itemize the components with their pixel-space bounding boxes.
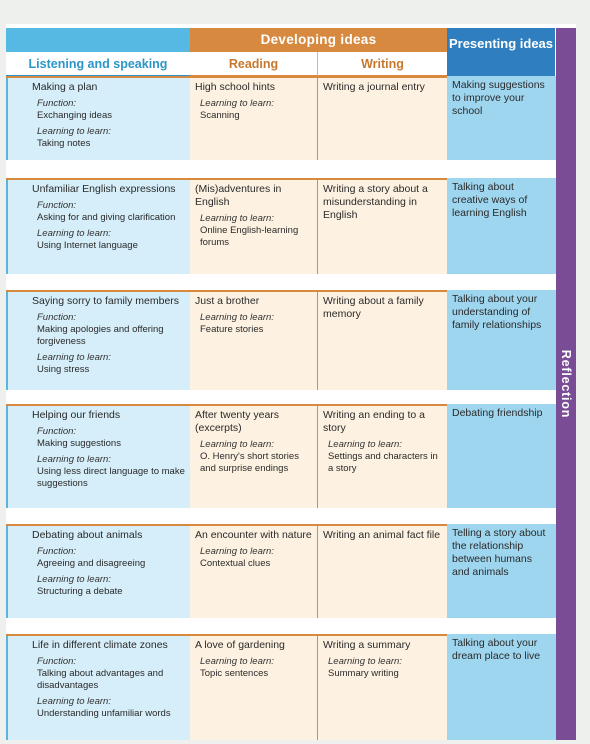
function-value: Making suggestions <box>37 438 121 449</box>
listening-cell <box>6 636 190 740</box>
learning-label: Learning to learn: <box>200 98 274 109</box>
learning-label: Learning to learn: <box>200 213 274 224</box>
listening-cell <box>6 292 190 390</box>
unit-row <box>6 178 556 274</box>
learning-value: Online English-learning forums <box>200 225 299 248</box>
presenting-cell <box>447 290 556 390</box>
reading-cell <box>190 180 318 274</box>
reading-cell <box>190 636 318 740</box>
writing-title: Writing about a family memory <box>323 295 424 320</box>
writing-title: Writing an animal fact file <box>323 529 441 541</box>
learning-value: Using stress <box>37 364 90 375</box>
learning-label: Learning to learn: <box>37 454 111 465</box>
learning-label: Learning to learn: <box>37 352 111 363</box>
learning-label: Learning to learn: <box>200 439 274 450</box>
function-label: Function: <box>37 200 77 211</box>
function-label: Function: <box>37 656 77 667</box>
unit-row <box>6 404 556 508</box>
reading-cell <box>190 292 318 390</box>
presenting-ideas-header: Presenting ideas <box>447 28 555 76</box>
presenting-task: Telling a story about the relationship between humans and animals <box>452 527 546 578</box>
writing-header: Writing <box>318 52 447 76</box>
presenting-cell <box>447 76 556 160</box>
presenting-task: Debating friendship <box>452 407 543 419</box>
learning-value: Understanding unfamiliar words <box>37 708 171 719</box>
function-value: Exchanging ideas <box>37 110 112 121</box>
learning-value: Structuring a debate <box>37 586 123 597</box>
unit-row <box>6 76 556 160</box>
writing-title: Writing a story about a misunderstanding in English <box>323 183 428 221</box>
learning-label: Learning to learn: <box>37 126 111 137</box>
learning-label: Learning to learn: <box>37 696 111 707</box>
presenting-task: Talking about your dream place to live <box>452 637 541 662</box>
reading-cell <box>190 406 318 508</box>
writing-cell <box>318 292 447 390</box>
learning-value: Settings and characters in a story <box>328 451 438 474</box>
learning-label: Learning to learn: <box>37 228 111 239</box>
listening-cell <box>6 526 190 618</box>
writing-cell <box>318 180 447 274</box>
unit-row <box>6 290 556 390</box>
writing-title: Writing an ending to a story <box>323 409 425 434</box>
reading-header: Reading <box>190 52 318 76</box>
learning-value: Using Internet language <box>37 240 138 251</box>
learning-value: Contextual clues <box>200 558 271 569</box>
writing-cell <box>318 406 447 508</box>
function-value: Agreeing and disagreeing <box>37 558 146 569</box>
writing-title: Writing a journal entry <box>323 81 425 93</box>
function-label: Function: <box>37 312 77 323</box>
learning-label: Learning to learn: <box>37 574 111 585</box>
writing-title: Writing a summary <box>323 639 411 651</box>
learning-value: Feature stories <box>200 324 264 335</box>
learning-value: O. Henry's short stories and surprise endings <box>200 451 299 474</box>
learning-label: Learning to learn: <box>200 546 274 557</box>
function-value: Talking about advantages and disadvantages <box>37 668 164 691</box>
learning-value: Taking notes <box>37 138 91 149</box>
listening-theme: Helping our friends <box>32 409 121 421</box>
reading-title: A love of gardening <box>195 639 285 651</box>
presenting-cell <box>447 178 556 274</box>
presenting-task: Making suggestions to improve your school <box>452 79 545 117</box>
learning-value: Using less direct language to make suggestions <box>37 466 185 489</box>
developing-ideas-header: Developing ideas <box>190 28 447 52</box>
reading-title: An encounter with nature <box>195 529 312 541</box>
listening-theme: Making a plan <box>32 81 98 93</box>
writing-cell <box>318 78 447 160</box>
listening-theme: Saying sorry to family members <box>32 295 180 307</box>
listening-header-band <box>6 28 190 52</box>
function-label: Function: <box>37 426 77 437</box>
presenting-task: Talking about creative ways of learning English <box>452 181 528 219</box>
listening-theme: Unfamiliar English expressions <box>32 183 176 195</box>
reading-title: Just a brother <box>195 295 260 307</box>
listening-speaking-header: Listening and speaking <box>6 52 190 76</box>
listening-theme: Debating about animals <box>32 529 143 541</box>
function-value: Making apologies and offering forgiveness <box>37 324 164 347</box>
listening-cell <box>6 78 190 160</box>
reflection-label: Reflection <box>559 349 573 419</box>
learning-label: Learning to learn: <box>328 656 402 667</box>
writing-cell <box>318 636 447 740</box>
presenting-cell <box>447 634 556 740</box>
function-value: Asking for and giving clarification <box>37 212 176 223</box>
learning-value: Scanning <box>200 110 240 121</box>
learning-value: Summary writing <box>328 668 399 679</box>
function-label: Function: <box>37 546 77 557</box>
reading-title: After twenty years (excerpts) <box>195 409 280 434</box>
learning-value: Topic sentences <box>200 668 269 679</box>
unit-row <box>6 634 556 740</box>
presenting-task: Talking about your understanding of family relationships <box>452 293 542 331</box>
reading-title: (Mis)adventures in English <box>195 183 282 208</box>
reading-cell <box>190 526 318 618</box>
learning-label: Learning to learn: <box>200 312 274 323</box>
presenting-cell <box>447 524 556 618</box>
listening-theme: Life in different climate zones <box>32 639 168 651</box>
function-label: Function: <box>37 98 77 109</box>
listening-cell <box>6 180 190 274</box>
presenting-cell <box>447 404 556 508</box>
reading-cell <box>190 78 318 160</box>
learning-label: Learning to learn: <box>200 656 274 667</box>
listening-cell <box>6 406 190 508</box>
learning-label: Learning to learn: <box>328 439 402 450</box>
unit-row <box>6 524 556 618</box>
writing-cell <box>318 526 447 618</box>
reading-title: High school hints <box>195 81 275 93</box>
